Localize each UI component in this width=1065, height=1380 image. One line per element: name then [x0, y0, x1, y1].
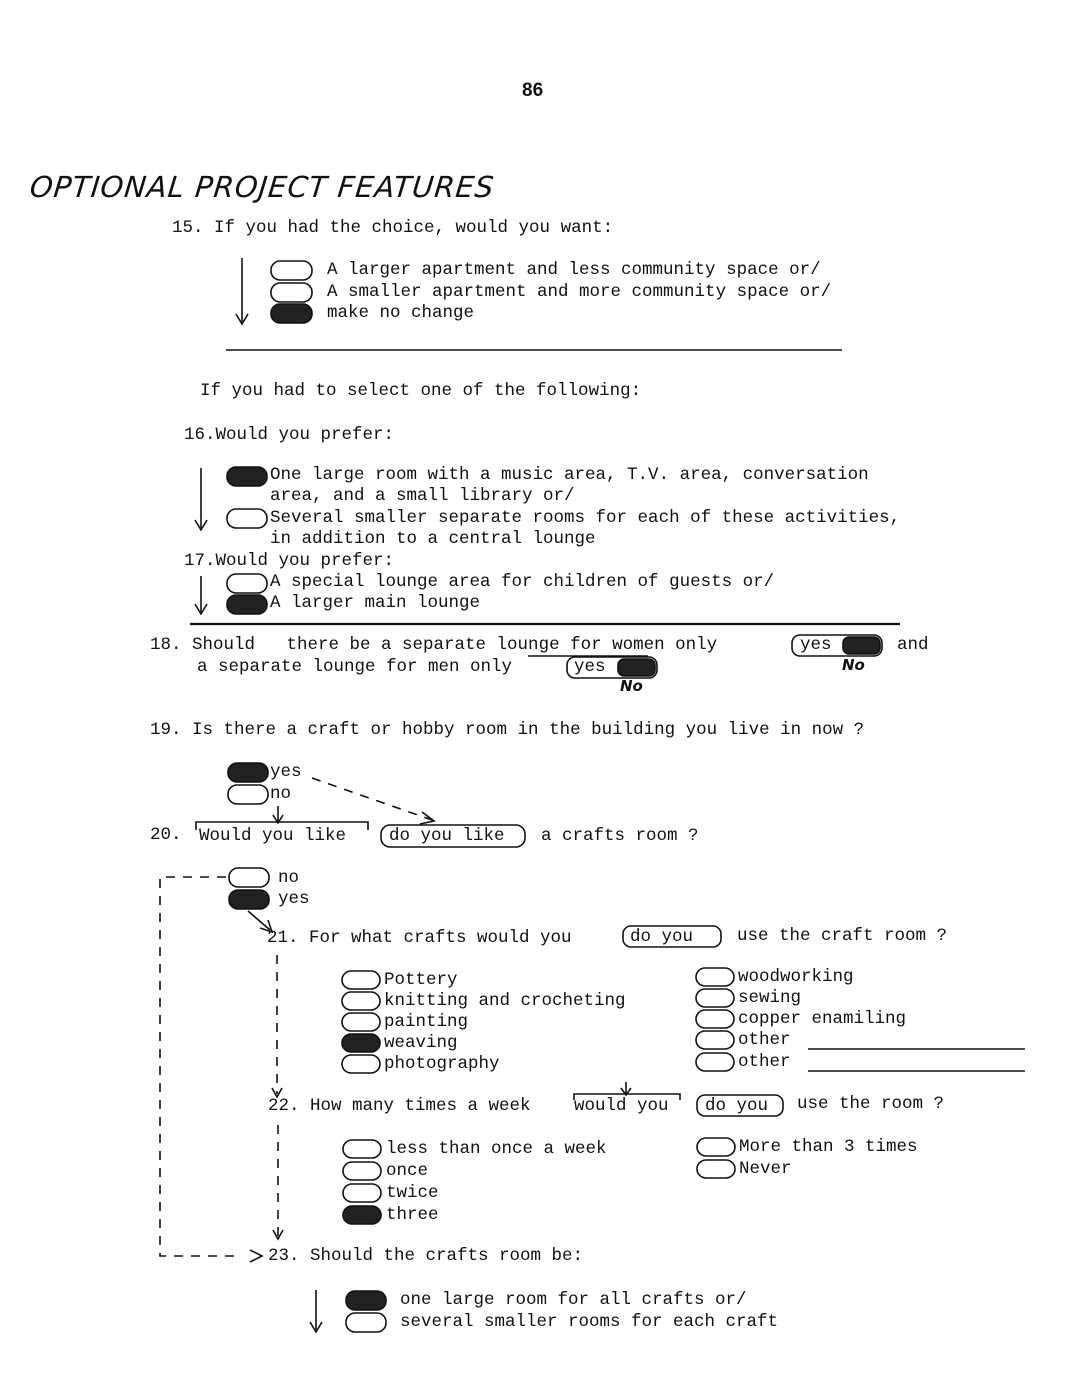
q22-left-2: once	[386, 1161, 429, 1181]
q22-left-3: twice	[386, 1183, 439, 1203]
section-title: OPTIONAL PROJECT FEATURES	[28, 170, 497, 204]
q22-left-4: three	[386, 1205, 439, 1225]
q15-question: 15. If you had the choice, would you want:	[172, 218, 614, 238]
q18-line2: a separate lounge for men only	[197, 657, 513, 677]
q15-option-3: make no change	[327, 303, 475, 323]
q20-yes-checkbox[interactable]	[229, 890, 269, 909]
q15-option-1: A larger apartment and less community space or/	[327, 260, 821, 280]
q16-option-1-line2: area, and a small library or/	[270, 486, 575, 506]
q17-option-1-checkbox[interactable]	[227, 574, 267, 593]
q18-line1: 18. Should there be a separate lounge for women only	[150, 635, 718, 655]
q20-number: 20.	[150, 825, 182, 845]
intro-text: If you had to select one of the following:	[200, 381, 642, 401]
q19-yes-checkbox[interactable]	[228, 763, 268, 782]
q20-would: Would you like	[199, 826, 347, 846]
q19-no-checkbox[interactable]	[228, 785, 268, 804]
q16-option-1-checkbox[interactable]	[227, 467, 267, 486]
q21-prefix: 21. For what crafts would you	[267, 928, 572, 948]
q18-and: and	[897, 635, 929, 655]
q19-option-yes: yes	[270, 762, 302, 782]
q22-left-1: less than once a week	[386, 1139, 607, 1159]
q22-would: would you	[574, 1096, 669, 1116]
q15-option-1-checkbox[interactable]	[271, 261, 312, 280]
q17-option-2: A larger main lounge	[270, 593, 481, 613]
q20-option-no: no	[278, 868, 300, 888]
q21-left-4: weaving	[384, 1033, 458, 1053]
q16-option-2-line1: Several smaller separate rooms for each of these activities,	[270, 508, 901, 528]
q22-do: do you	[705, 1096, 769, 1116]
q21-do: do you	[630, 927, 694, 947]
q20-option-yes: yes	[278, 889, 310, 909]
q16-option-1-line1: One large room with a music area, T.V. area, conversation	[270, 465, 869, 485]
q21-right-1: woodworking	[738, 967, 854, 987]
q21-left-3: painting	[384, 1012, 469, 1032]
q16-question: 16.Would you prefer:	[184, 425, 395, 445]
q22-right-checkboxes[interactable]	[697, 1138, 735, 1178]
q21-suffix: use the craft room ?	[737, 926, 948, 946]
q22-left-checkboxes[interactable]	[343, 1140, 381, 1224]
q21-right-4: other	[738, 1030, 791, 1050]
q17-question: 17.Would you prefer:	[184, 551, 395, 571]
q22-right-2: Never	[739, 1159, 792, 1179]
q23-option-2-checkbox[interactable]	[346, 1313, 386, 1332]
page-number: 86	[522, 80, 544, 101]
q15-option-2: A smaller apartment and more community space or/	[327, 282, 832, 302]
q19-question: 19. Is there a craft or hobby room in the building you live in now ?	[150, 720, 865, 740]
q20-do: do you like	[389, 826, 505, 846]
q20-no-checkbox[interactable]	[229, 868, 269, 887]
q21-right-3: copper enamiling	[738, 1009, 907, 1029]
q21-right-5: other	[738, 1052, 791, 1072]
q18-answer-men: No	[620, 677, 643, 695]
q22-suffix: use the room ?	[797, 1094, 945, 1114]
q21-left-2: knitting and crocheting	[384, 991, 626, 1011]
q21-right-checkboxes[interactable]	[696, 968, 734, 1071]
q21-right-2: sewing	[738, 988, 802, 1008]
q17-option-2-checkbox[interactable]	[227, 595, 267, 614]
q15-option-3-checkbox[interactable]	[271, 304, 312, 323]
q23-option-1: one large room for all crafts or/	[400, 1290, 747, 1310]
q22-right-1: More than 3 times	[739, 1137, 918, 1157]
q15-option-2-checkbox[interactable]	[271, 283, 312, 302]
q23-question: 23. Should the crafts room be:	[268, 1246, 584, 1266]
q21-left-checkboxes[interactable]	[342, 971, 380, 1073]
q19-option-no: no	[270, 784, 292, 804]
q23-option-2: several smaller rooms for each craft	[400, 1312, 779, 1332]
q22-prefix: 22. How many times a week	[268, 1096, 531, 1116]
q18-yes1: yes	[800, 635, 832, 655]
q17-option-1: A special lounge area for children of guests or/	[270, 572, 775, 592]
q23-option-1-checkbox[interactable]	[346, 1291, 386, 1310]
q18-yes2: yes	[574, 657, 606, 677]
q16-option-2-line2: in addition to a central lounge	[270, 529, 596, 549]
q20-rest: a crafts room ?	[541, 826, 699, 846]
q18-answer-women: No	[842, 656, 865, 674]
q16-option-2-checkbox[interactable]	[227, 509, 267, 528]
q21-left-1: Pottery	[384, 970, 458, 990]
q21-left-5: photography	[384, 1054, 500, 1074]
